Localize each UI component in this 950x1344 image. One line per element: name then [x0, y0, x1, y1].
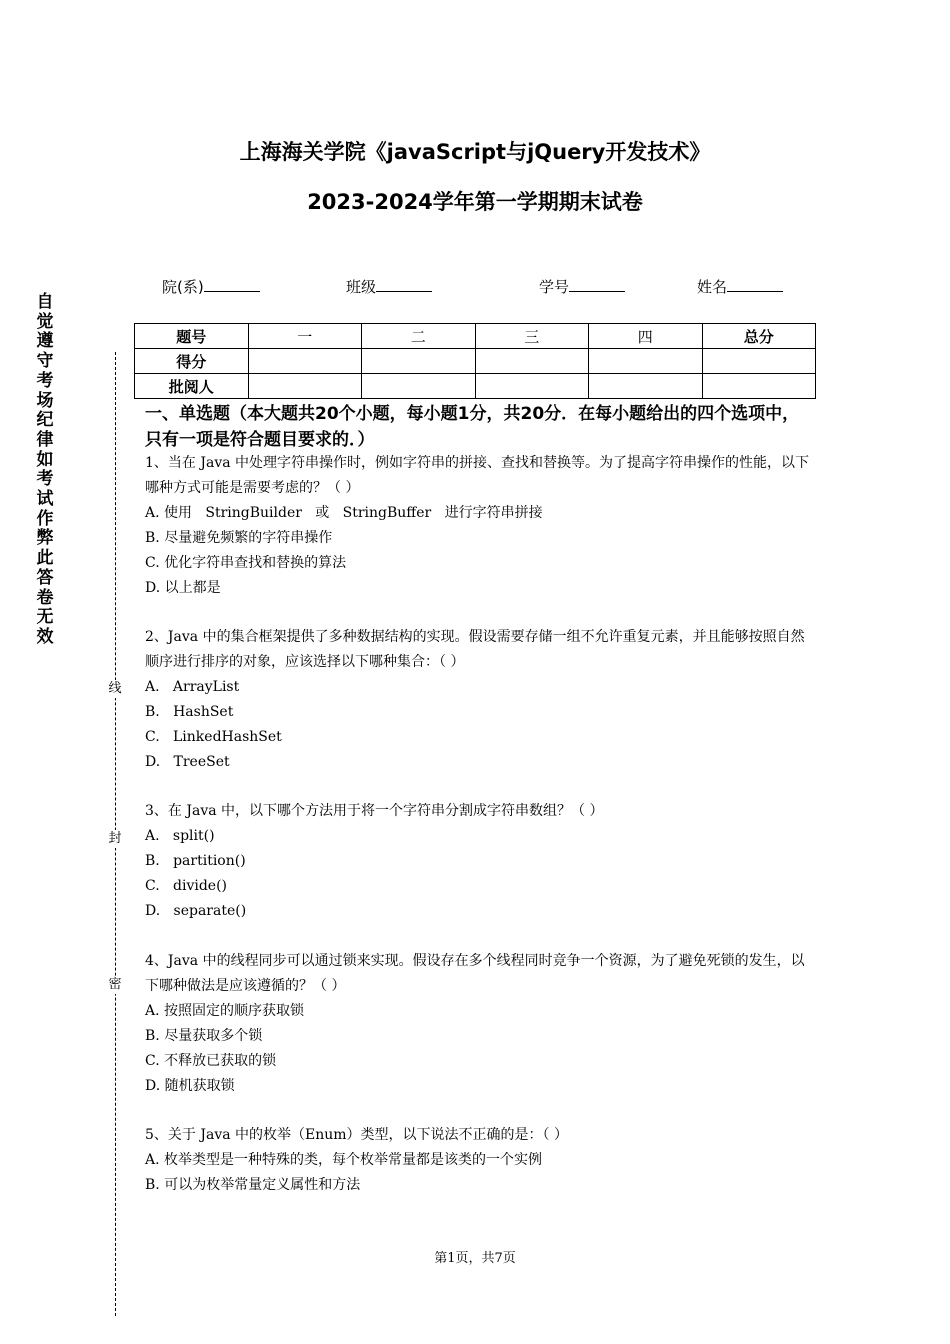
option-a: A. 枚举类型是一种特殊的类，每个枚举常量都是该类的一个实例 — [145, 1152, 543, 1168]
exam-title: 上海海关学院《javaScript与jQuery开发技术》 — [239, 140, 711, 164]
option-d: D. TreeSet — [145, 754, 230, 770]
option-d: D. separate() — [145, 903, 247, 919]
score-table — [134, 323, 816, 399]
option-d: D. 随机获取锁 — [145, 1078, 235, 1094]
class-label: 班级 — [346, 278, 377, 296]
option-b: B. 尽量避免频繁的字符串操作 — [145, 530, 333, 546]
binding-label-secret: 密 — [106, 976, 124, 994]
score-cell[interactable] — [248, 349, 362, 374]
table-header-cell: 四 — [589, 324, 703, 349]
option-d: D. 以上都是 — [145, 580, 221, 596]
page-number: 第1页，共7页 — [434, 1251, 516, 1266]
question-stem: 1、当在 Java 中处理字符串操作时，例如字符串的拼接、查找和替换等。为了提高字符串操作的性能，以下哪种方式可能是需要考虑的？（ ） — [145, 455, 810, 496]
option-c: C. 优化字符串查找和替换的算法 — [145, 555, 347, 571]
option-c: C. LinkedHashSet — [145, 729, 282, 745]
option-a: A. 使用 StringBuilder 或 StringBuffer 进行字符串拼接 — [145, 505, 543, 521]
binding-label-line: 线 — [106, 680, 124, 698]
option-a: A. ArrayList — [145, 679, 240, 695]
class-field[interactable] — [346, 276, 432, 297]
table-header-cell: 总分 — [702, 324, 816, 349]
grader-cell[interactable] — [589, 374, 703, 399]
question-stem: 2、Java 中的集合框架提供了多种数据结构的实现。假设需要存储一组不允许重复元素，并且能够按照自然顺序进行排序的对象，应该选择以下哪种集合：（ ） — [145, 629, 805, 670]
binding-label-seal: 封 — [106, 830, 124, 848]
student-id-field[interactable] — [539, 276, 625, 297]
name-label: 姓名 — [697, 278, 728, 296]
exam-rule-notice: 自觉遵守考场纪律如考试作弊此答卷无效 — [36, 292, 54, 647]
dept-blank[interactable] — [204, 277, 260, 292]
grader-cell[interactable] — [702, 374, 816, 399]
name-field[interactable] — [697, 276, 783, 297]
option-b: B. 尽量获取多个锁 — [145, 1028, 263, 1044]
student-id-blank[interactable] — [569, 277, 625, 292]
score-cell[interactable] — [362, 349, 476, 374]
grader-cell[interactable] — [475, 374, 589, 399]
dept-label: 院(系) — [162, 278, 204, 296]
option-b: B. 可以为枚举常量定义属性和方法 — [145, 1177, 361, 1193]
question-3 — [145, 799, 813, 924]
option-c: C. 不释放已获取的锁 — [145, 1053, 277, 1069]
score-cell[interactable] — [702, 349, 816, 374]
student-id-label: 学号 — [539, 278, 570, 296]
table-header-cell: 二 — [362, 324, 476, 349]
grader-row — [135, 374, 816, 399]
question-5 — [145, 1123, 813, 1198]
row-label-grader: 批阅人 — [135, 374, 249, 399]
score-cell[interactable] — [475, 349, 589, 374]
option-b: B. partition() — [145, 853, 246, 869]
score-row — [135, 349, 816, 374]
grader-cell[interactable] — [362, 374, 476, 399]
name-blank[interactable] — [727, 277, 783, 292]
option-b: B. HashSet — [145, 704, 234, 720]
class-blank[interactable] — [376, 277, 432, 292]
question-stem: 5、关于 Java 中的枚举（Enum）类型，以下说法不正确的是：（ ） — [145, 1127, 568, 1143]
dept-field[interactable] — [162, 276, 260, 297]
option-a: A. split() — [145, 828, 215, 844]
table-header-cell: 一 — [248, 324, 362, 349]
option-c: C. divide() — [145, 878, 228, 894]
table-header-cell: 题号 — [135, 324, 249, 349]
score-cell[interactable] — [589, 349, 703, 374]
row-label-score: 得分 — [135, 349, 249, 374]
exam-subtitle: 2023-2024学年第一学期期末试卷 — [307, 190, 643, 214]
section-heading: 一、单选题（本大题共20个小题，每小题1分，共20分．在每小题给出的四个选项中，只有一项是符合题目要求的．） — [145, 404, 800, 450]
question-4 — [145, 949, 813, 1099]
option-a: A. 按照固定的顺序获取锁 — [145, 1003, 305, 1019]
score-table-header-row — [135, 324, 816, 349]
question-stem: 3、在 Java 中，以下哪个方法用于将一个字符串分割成字符串数组？（ ） — [145, 803, 604, 819]
grader-cell[interactable] — [248, 374, 362, 399]
question-2 — [145, 625, 813, 775]
table-header-cell: 三 — [475, 324, 589, 349]
question-stem: 4、Java 中的线程同步可以通过锁来实现。假设存在多个线程同时竞争一个资源，为了避免死锁的发生，以下哪种做法是应该遵循的？（ ） — [145, 953, 805, 994]
question-1 — [145, 451, 813, 601]
